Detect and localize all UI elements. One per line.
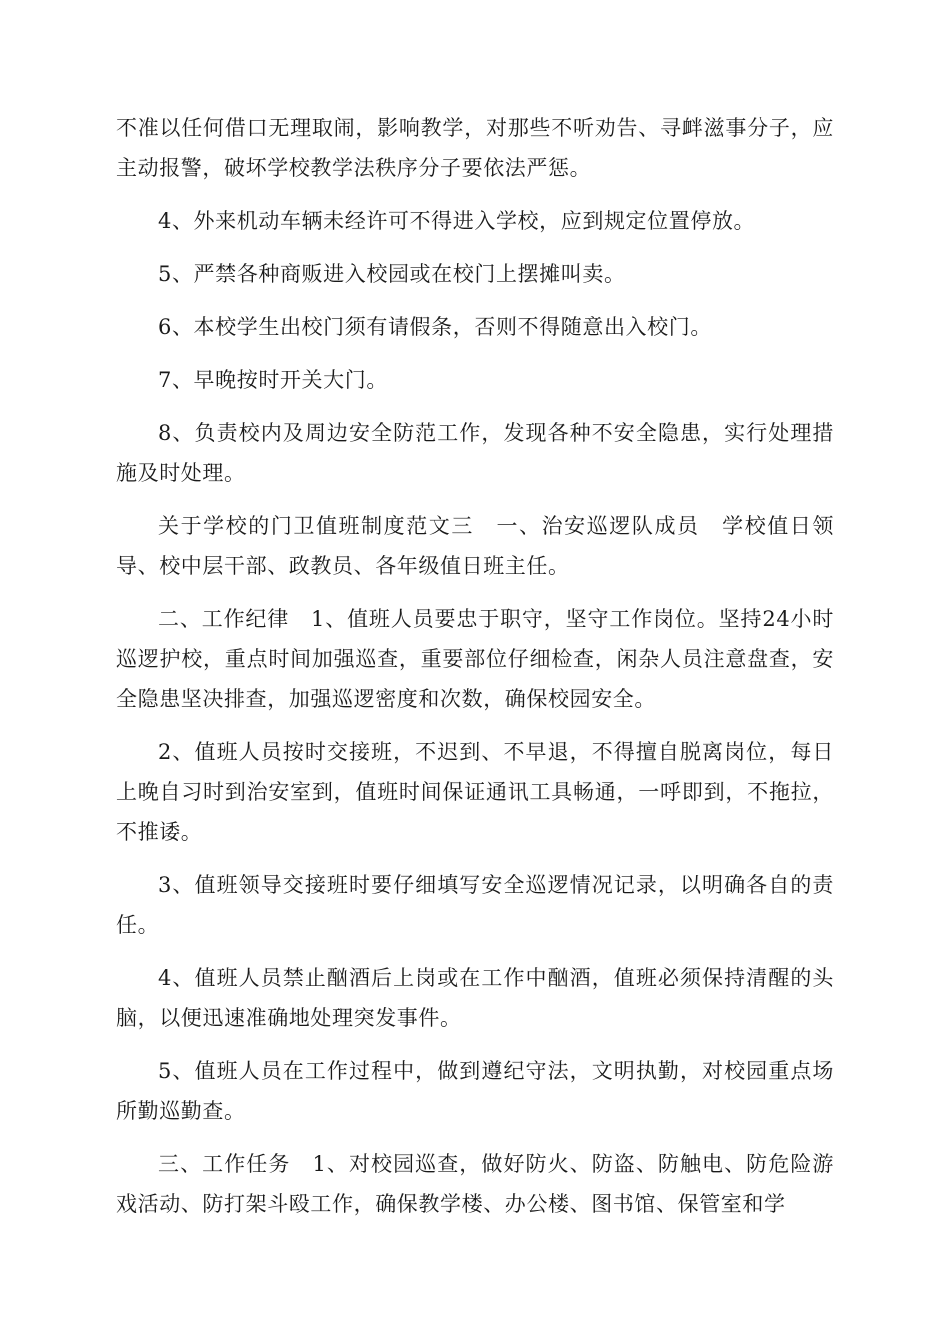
paragraph-section-1-patrol-members: 关于学校的门卫值班制度范文三 一、治安巡逻队成员 学校值日领导、校中层干部、政教员、各年级值日班主任。 (116, 514, 834, 578)
paragraph-continuation: 不准以任何借口无理取闹，影响教学，对那些不听劝告、寻衅滋事分子，应主动报警，破坏学校教学法秩序分子要依法严惩。 (116, 116, 834, 180)
paragraph-section-3-tasks: 三、工作任务 1、对校园巡查，做好防火、防盗、防触电、防危险游戏活动、防打架斗殴工作，确保教学楼、办公楼、图书馆、保管室和学 (116, 1152, 834, 1216)
paragraph-discipline-5: 5、值班人员在工作过程中，做到遵纪守法，文明执勤，对校园重点场所勤巡勤查。 (116, 1059, 834, 1123)
paragraph-discipline-4: 4、值班人员禁止酗酒后上岗或在工作中酗酒，值班必须保持清醒的头脑，以便迅速准确地处理突发事件。 (116, 966, 834, 1030)
paragraph-item-4-vehicles: 4、外来机动车辆未经许可不得进入学校，应到规定位置停放。 (158, 209, 756, 233)
paragraph-item-7-gate-hours: 7、早晚按时开关大门。 (158, 368, 388, 392)
paragraph-discipline-3: 3、值班领导交接班时要仔细填写安全巡逻情况记录，以明确各自的责任。 (116, 873, 834, 937)
document-body (116, 108, 834, 1237)
paragraph-item-5-vendors: 5、严禁各种商贩进入校园或在校门上摆摊叫卖。 (158, 262, 626, 286)
paragraph-item-6-leave-slip: 6、本校学生出校门须有请假条，否则不得随意出入校门。 (158, 315, 712, 339)
paragraph-discipline-2: 2、值班人员按时交接班，不迟到、不早退，不得擅自脱离岗位，每日上晚自习时到治安室到，值班时间保证通讯工具畅通，一呼即到，不拖拉，不推诿。 (116, 740, 834, 844)
paragraph-section-2-discipline: 二、工作纪律 1、值班人员要忠于职守，坚守工作岗位。坚持24小时巡逻护校，重点时间加强巡查，重要部位仔细检查，闲杂人员注意盘查，安全隐患坚决排查，加强巡逻密度和次数，确保校园安全。 (116, 607, 834, 711)
paragraph-item-8-safety: 8、负责校内及周边安全防范工作，发现各种不安全隐患，实行处理措施及时处理。 (116, 421, 834, 485)
